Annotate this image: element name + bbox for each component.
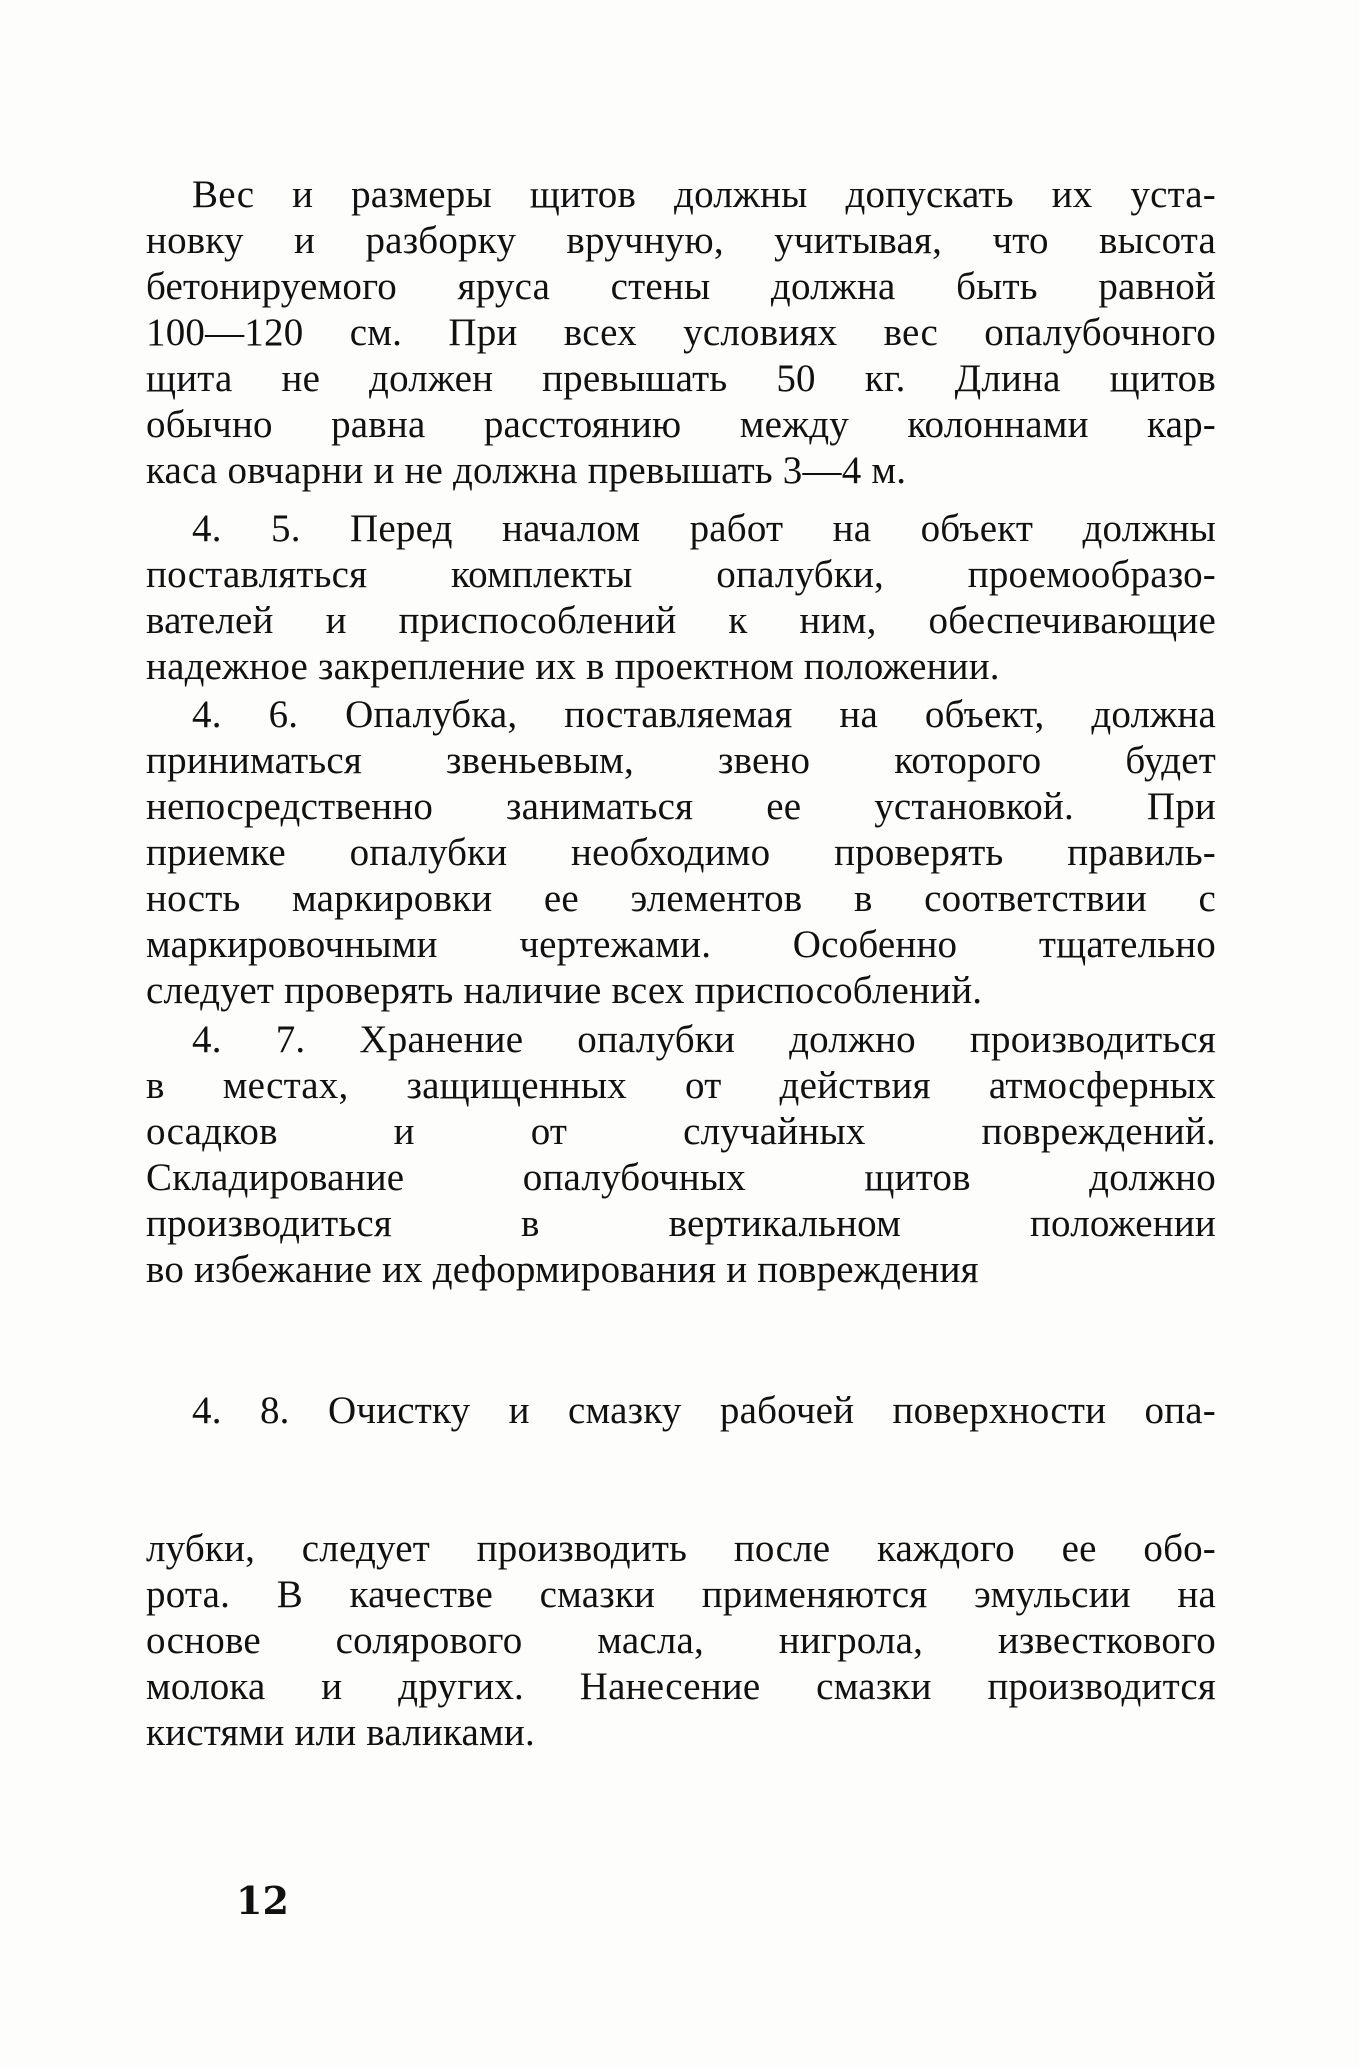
text-line: Вес и размеры щитов должны допускать их уста- [192,173,1216,216]
text-line: поставляться комплекты опалубки, проемообразо- [146,553,1216,596]
text-line: 100—120 см. При всех условиях вес опалубочного [146,311,1216,354]
paragraph-4-5 [146,506,1216,690]
text-line: приемке опалубки необходимо проверять правиль- [146,831,1216,874]
page-number: 12 [236,1878,289,1923]
text-line: производиться в вертикальном положении [146,1202,1216,1245]
text-line: вателей и приспособлений к ним, обеспечивающие [146,599,1216,642]
text-line: ность маркировки ее элементов в соответствии с [146,877,1216,920]
text-line: обычно равна расстоянию между колоннами кар- [146,403,1216,446]
text-line: непосредственно заниматься ее установкой. При [146,785,1216,828]
text-line: 4. 5. Перед началом работ на объект должны [192,507,1216,550]
text-line: каса овчарни и не должна превышать 3—4 м. [146,449,907,492]
paragraph-4-6 [146,692,1216,1014]
text-line: надежное закрепление их в проектном положении. [146,645,1000,688]
text-line: 4. 6. Опалубка, поставляемая на объект, должна [192,693,1216,736]
text-line: в местах, защищенных от действия атмосферных [146,1064,1216,1107]
text-line: щита не должен превышать 50 кг. Длина щитов [146,357,1216,400]
paragraph-4-7 [146,1017,1216,1293]
text-line: осадков и от случайных повреждений. [146,1110,1216,1153]
text-line: бетонируемого яруса стены должна быть равной [146,265,1216,308]
text-line: основе солярового масла, нигрола, известкового [146,1619,1216,1662]
text-line: новку и разборку вручную, учитывая, что высота [146,219,1216,262]
paragraph-shield-weight [146,172,1216,494]
text-line: рота. В качестве смазки применяются эмульсии на [146,1573,1216,1616]
paragraph-4-8-continued [146,1526,1216,1756]
text-line: Складирование опалубочных щитов должно [146,1156,1216,1199]
text-line: молока и других. Нанесение смазки производится [146,1665,1216,1708]
text-line: приниматься звеньевым, звено которого будет [146,739,1216,782]
text-line: 4. 7. Хранение опалубки должно производиться [192,1018,1216,1061]
paragraph-4-8 [146,1388,1216,1434]
text-line: 4. 8. Очистку и смазку рабочей поверхности опа- [192,1389,1216,1432]
text-line: во избежание их деформирования и повреждения [146,1248,979,1291]
text-line: кистями или валиками. [146,1711,535,1754]
text-line: лубки, следует производить после каждого ее обо- [146,1527,1216,1570]
text-line: маркировочными чертежами. Особенно тщательно [146,923,1216,966]
text-line: следует проверять наличие всех приспособлений. [146,969,983,1012]
